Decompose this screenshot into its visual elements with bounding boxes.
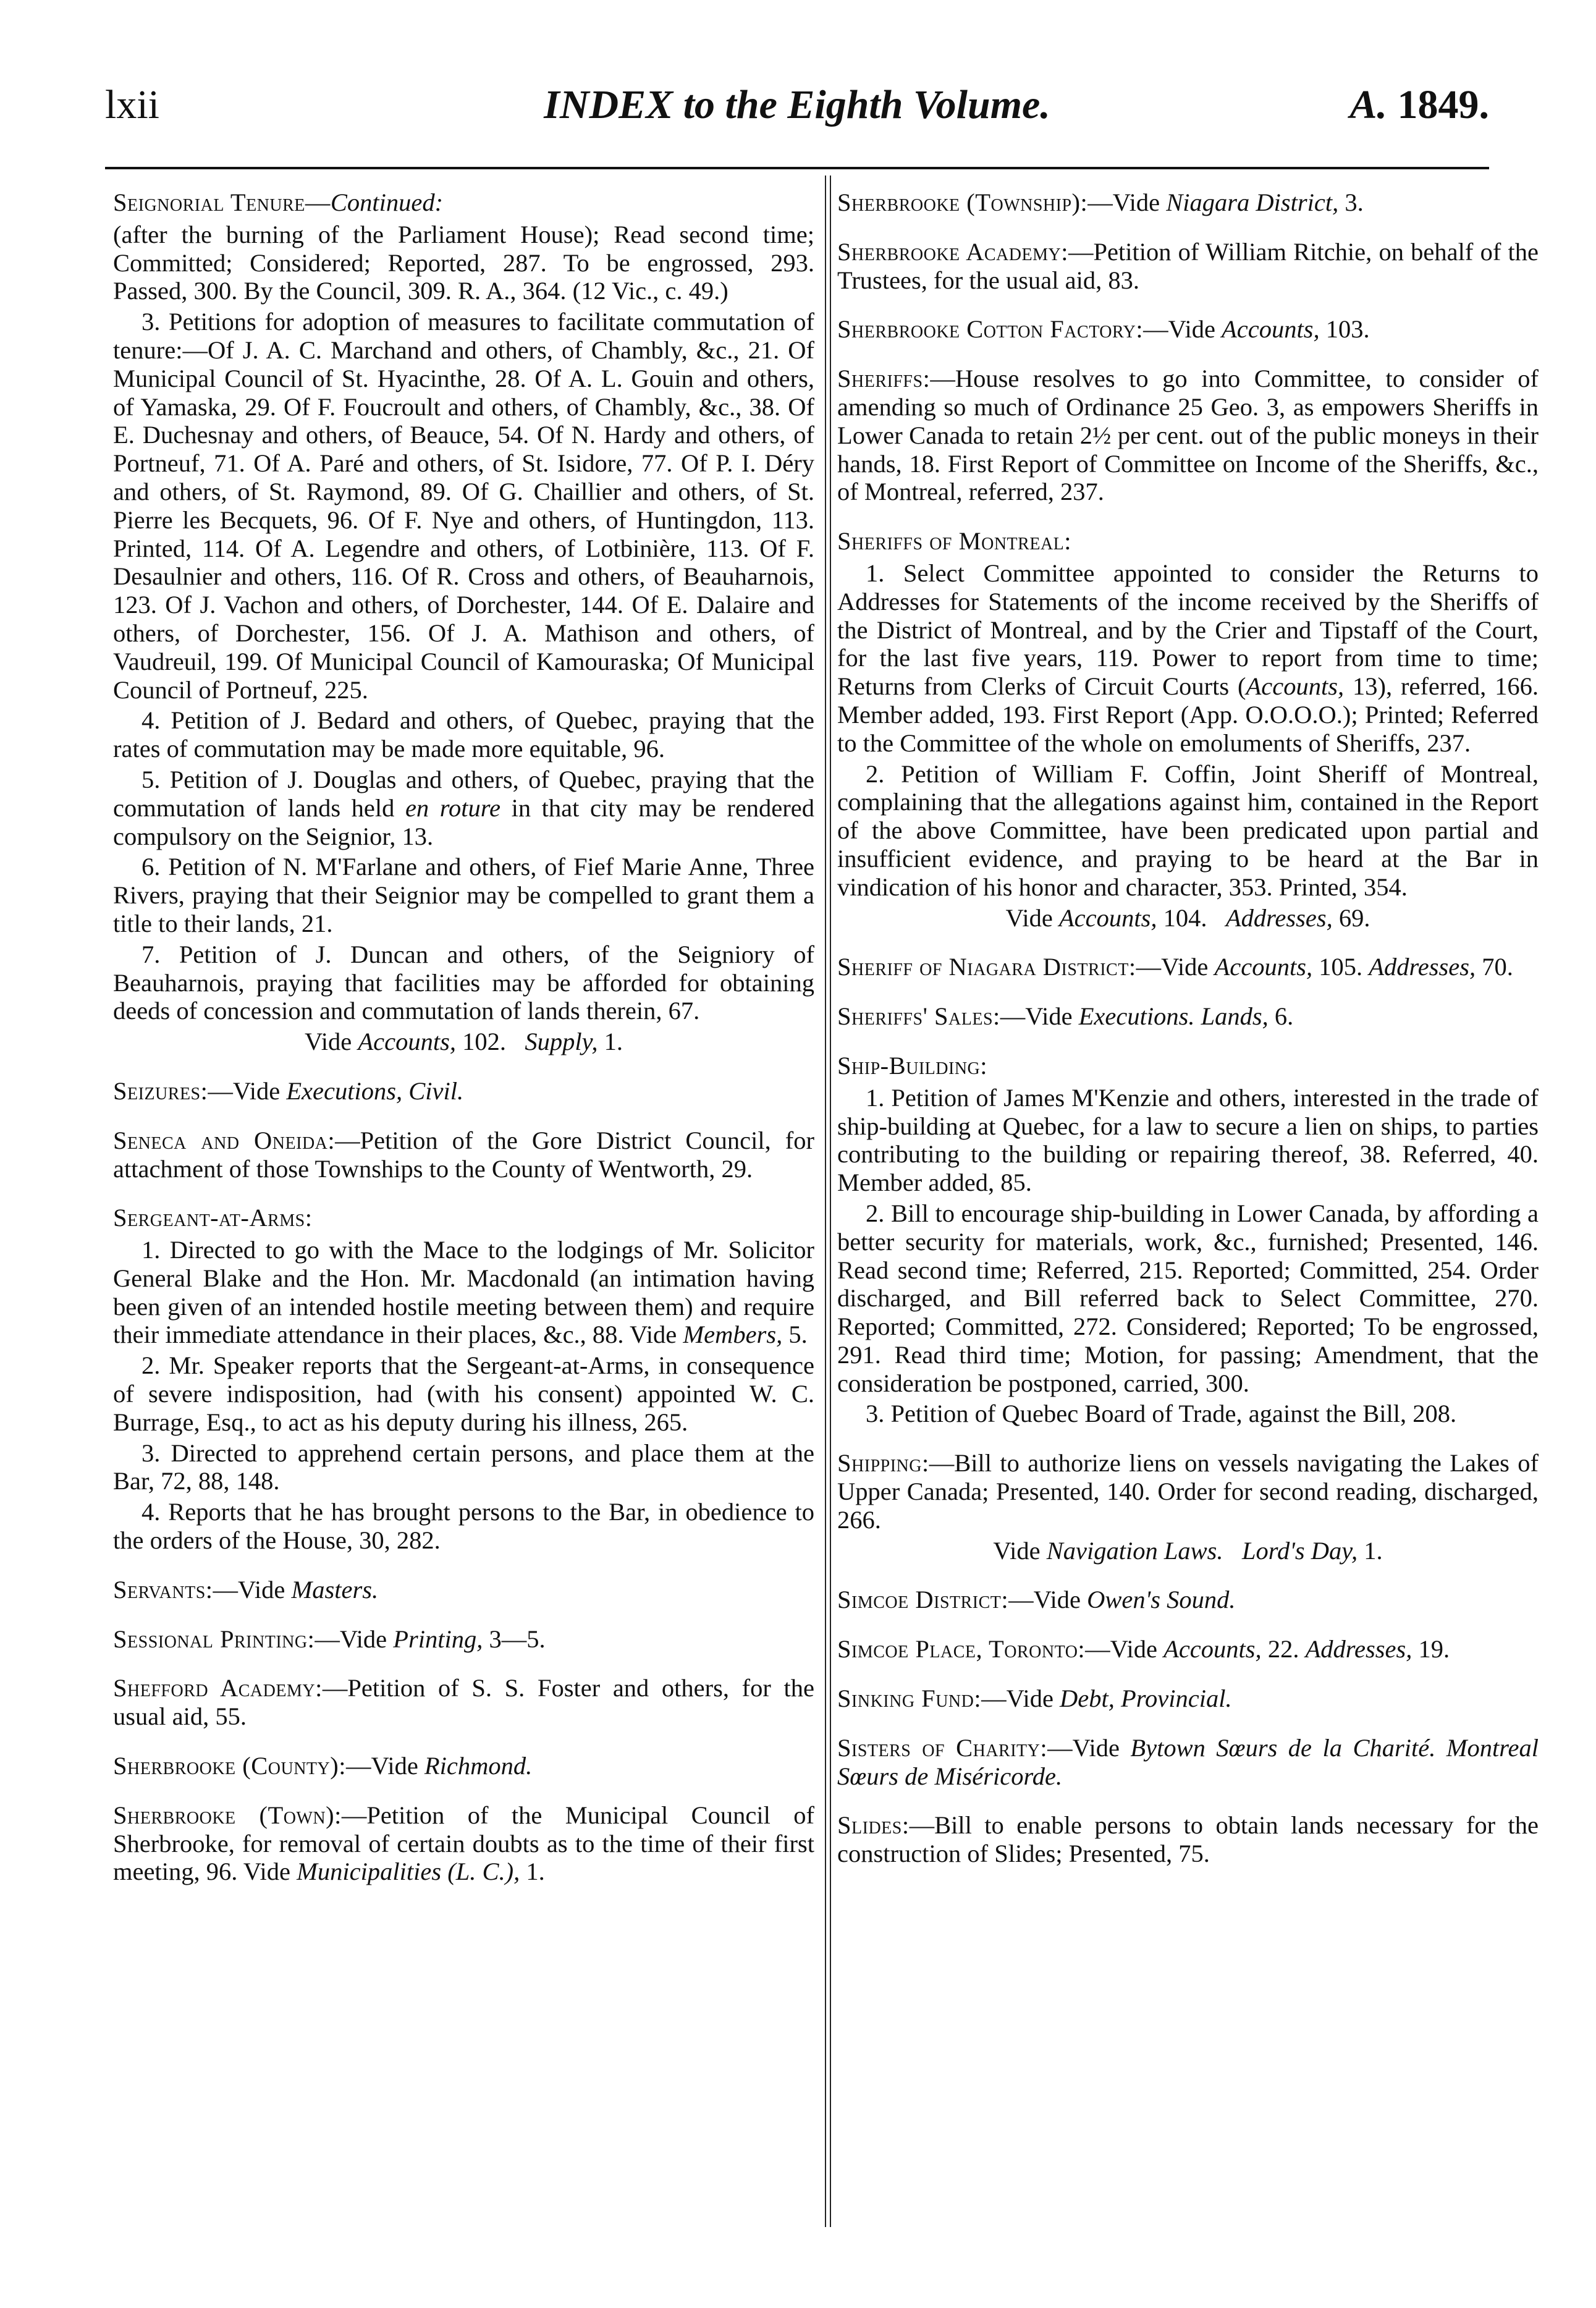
header-rule <box>105 167 1489 169</box>
entry-heading: Slides: <box>837 1811 910 1840</box>
entry-paragraph: 7. Petition of J. Duncan and others, of the Seigniory of Beauharnois, praying that facilities may be afforded for obtaining deeds of concession and commutation of lands therein, 67. <box>113 940 814 1025</box>
entry-text: 103. <box>1319 315 1370 344</box>
year-number: 1849. <box>1397 82 1489 127</box>
continued-label: Continued: <box>330 188 444 216</box>
italic-span: Municipalities (L. C.), <box>297 1858 520 1886</box>
entry-heading: Seneca and Oneida: <box>113 1126 336 1154</box>
entry-heading: Seizures: <box>113 1076 208 1105</box>
index-entry-slides <box>837 1811 1539 1868</box>
entry-text: —Bill to authorize liens on vessels navigating the Lakes of Upper Canada; Presented, 140. Order for second reading, discharged, 266. <box>837 1449 1539 1534</box>
entry-paragraph: 3. Petition of Quebec Board of Trade, against the Bill, 208. <box>866 1400 1457 1428</box>
entry-paragraph: 4. Petition of J. Bedard and others, of Quebec, praying that the rates of commutation may be made more equitable, 96. <box>113 706 814 763</box>
italic-span: Accounts, <box>1163 1635 1262 1663</box>
vide-target: Addresses, <box>1225 903 1333 932</box>
year-letter: A. <box>1349 82 1387 127</box>
index-entry-ship-building <box>837 1052 1539 1428</box>
index-entry-seneca-oneida <box>113 1127 814 1183</box>
index-entry-sessional-printing <box>113 1625 814 1654</box>
entry-text: —Vide <box>346 1752 424 1780</box>
text-span: 5. <box>782 1321 808 1349</box>
vide-number: 102. <box>462 1028 506 1056</box>
entry-heading: Sheriff of Niagara District: <box>837 953 1136 981</box>
index-entry-sisters-of-charity <box>837 1734 1539 1791</box>
entry-text: —Vide <box>315 1625 394 1653</box>
entry-paragraph <box>113 766 814 850</box>
entry-text: 1. <box>520 1858 545 1886</box>
vide-target: Supply, <box>525 1028 598 1056</box>
page-folio: lxii <box>105 82 160 127</box>
entry-heading: Sherbrooke Cotton Factory: <box>837 315 1144 344</box>
index-entry-sherbrooke-academy <box>837 238 1539 295</box>
page-title: INDEX to the Eighth Volume. <box>544 82 1050 127</box>
italic-span: Bytown Sœurs de la Charité. Montreal Sœurs de Miséricorde. <box>837 1733 1539 1790</box>
italic-span: Accounts, <box>1246 672 1345 701</box>
vide-reference <box>837 904 1539 932</box>
entry-heading: Servants: <box>113 1575 213 1604</box>
vide-number: 1. <box>604 1028 623 1056</box>
entry-text: —Vide <box>1047 1733 1131 1762</box>
index-entry-sherbrooke-township <box>837 188 1539 217</box>
entry-paragraph: 1. Petition of James M'Kenzie and others, interested in the trade of ship-building at Quebec, for a law to secure a lien on ships, to parties contributing to the building or repairing thereof, 38. Referred, 40. Member added, 85. <box>837 1083 1539 1197</box>
entry-text: —Vide <box>213 1575 292 1604</box>
index-entry-sherbrooke-town <box>113 1801 814 1886</box>
entry-text: 22. <box>1261 1635 1306 1663</box>
text-span: 1. Select Committee appointed to consider the Returns to Addresses for Statements of the income received by the Sheriffs of the District of Montreal, and by the Crier and Tipstaff of the Court, for the last five years, 119. Power to report from time to time; Returns from Clerks of Circuit Courts ( <box>837 559 1539 701</box>
entry-text: 70. <box>1476 953 1513 981</box>
entry-text: —Vide <box>1085 1635 1164 1663</box>
vide-label: Vide <box>304 1028 352 1056</box>
entry-paragraph <box>837 559 1539 758</box>
entry-text: —Vide <box>1000 1002 1079 1031</box>
entry-text: 3—5. <box>483 1625 546 1653</box>
vide-label: Vide <box>1005 903 1053 932</box>
entry-text: —Petition of the Gore District Council, for attachment of those Townships to the County of Wentworth, 29. <box>113 1126 814 1183</box>
entry-text: —Vide <box>208 1076 287 1105</box>
italic-span: Addresses, <box>1305 1635 1412 1663</box>
entry-heading: Sherbrooke Academy: <box>837 237 1068 266</box>
entry-paragraph: 4. Reports that he has brought persons to the Bar, in obedience to the orders of the House, 30, 282. <box>113 1498 814 1555</box>
index-entry-shefford-academy <box>113 1674 814 1731</box>
entry-text: 105. <box>1312 953 1369 981</box>
italic-span: Printing, <box>393 1625 483 1653</box>
entry-heading: Sinking Fund: <box>837 1685 982 1713</box>
entry-text: —Vide <box>1143 315 1222 344</box>
vide-target: Navigation Laws. <box>1046 1536 1223 1565</box>
entry-heading: Sisters of Charity: <box>837 1733 1048 1762</box>
text-span: 1. Directed to go with the Mace to the lodgings of Mr. Solicitor General Blake and the Hon. Mr. Macdonald (an intimation having been given of an intended hostile meeting between them) and require their immediate attendance in their places, &c., 88. Vide <box>113 1236 814 1349</box>
entry-heading: Ship-Building: <box>837 1051 988 1080</box>
entry-paragraph: (after the burning of the Parliament House); Read second time; Committed; Considered; Reported, 287. To be engrossed, 293. Passed, 300. By the Council, 309. R. A., 364. (12 Vic., c. 49.) <box>113 220 814 305</box>
entry-text: 3. <box>1338 188 1364 216</box>
entry-heading: Shipping: <box>837 1449 929 1477</box>
running-head <box>105 82 1489 150</box>
entry-paragraph: 2. Petition of William F. Coffin, Joint Sheriff of Montreal, complaining that the allegations against him, contained in the Report of the above Committee, have been predicated upon partial and insufficient evidence, and praying to be heard at the Bar in vindication of his honor and character, 353. Printed, 354. <box>837 759 1539 901</box>
vide-target: Accounts, <box>358 1028 456 1056</box>
italic-span: Masters. <box>291 1575 379 1604</box>
entry-paragraph: 2. Bill to encourage ship-building in Lower Canada, by affording a better security for materials, work, &c., furnished; Presented, 146. Read second time; Referred, 215. Reported; Committed, 254. Order discharged, and Bill referred back to Select Committee, 270. Reported; Committed, 272. Considered; Reported; To be engrossed, 291. Read third time; Motion, for passing; Amendment, that the consideration be postponed, carried, 300. <box>837 1199 1539 1397</box>
italic-span: Members, <box>683 1321 783 1349</box>
index-entry-simcoe-district <box>837 1586 1539 1614</box>
left-column <box>113 188 814 1907</box>
entry-heading: Sheriffs' Sales: <box>837 1002 1000 1031</box>
index-entry-seizures <box>113 1077 814 1105</box>
index-entry-servants <box>113 1576 814 1604</box>
italic-span: Accounts, <box>1214 953 1313 981</box>
entry-heading: Simcoe Place, Toronto: <box>837 1635 1086 1663</box>
entry-paragraph: 6. Petition of N. M'Farlane and others, of Fief Marie Anne, Three Rivers, praying that their Seignior may be compelled to grant them a title to their lands, 21. <box>113 853 814 937</box>
entry-text: 19. <box>1412 1635 1450 1663</box>
index-entry-sheriffs-sales <box>837 1002 1539 1031</box>
entry-heading: Sergeant-at-Arms: <box>113 1204 313 1232</box>
italic-span: Addresses, <box>1369 953 1476 981</box>
entry-paragraph: 2. Mr. Speaker reports that the Sergeant-at-Arms, in consequence of severe indisposition, had (with his consent) appointed W. C. Burrage, Esq., to act as his deputy during his illness, 265. <box>113 1351 814 1436</box>
vide-target: Accounts, <box>1058 903 1157 932</box>
entry-heading: Sheriffs: <box>837 365 931 393</box>
index-entry-sherbrooke-county <box>113 1752 814 1780</box>
entry-text: —Vide <box>1087 188 1167 216</box>
vide-number: 1. <box>1364 1536 1383 1565</box>
vide-number: 104. <box>1163 903 1207 932</box>
text-span: 5. Petition of J. Douglas and others, of Quebec, praying that the commutation of lands held <box>113 765 814 822</box>
italic-span: Niagara District, <box>1166 188 1339 216</box>
entry-text: —Vide <box>981 1685 1060 1713</box>
italic-span: Accounts, <box>1222 315 1320 344</box>
entry-heading: Simcoe District: <box>837 1586 1009 1614</box>
entry-text: —Petition of the Municipal Council of Sherbrooke, for removal of certain doubts as to the time of their first meeting, 96. Vide <box>113 1801 814 1886</box>
index-entry-seignorial-tenure <box>113 188 814 1056</box>
entry-text: —Vide <box>1008 1586 1087 1614</box>
right-column <box>837 188 1539 1889</box>
vide-reference <box>113 1028 814 1056</box>
entry-heading: Sessional Printing: <box>113 1625 315 1653</box>
text-span: in that city may be rendered compulsory on the Seignior, 13. <box>113 793 814 850</box>
entry-heading: Sherbrooke (County): <box>113 1752 346 1780</box>
entry-heading: Seignorial Tenure— <box>113 188 331 216</box>
entry-heading-line <box>113 188 814 217</box>
italic-span: Executions. Lands, <box>1078 1002 1269 1031</box>
entry-text: —Bill to enable persons to obtain lands necessary for the construction of Slides; Presented, 75. <box>837 1811 1539 1868</box>
vide-label: Vide <box>993 1536 1041 1565</box>
vide-reference <box>837 1537 1539 1565</box>
entry-paragraph: 3. Petitions for adoption of measures to facilitate commutation of tenure:—Of J. A. C. Marchand and others, of Chambly, &c., 21. Of Municipal Council of St. Hyacinthe, 28. Of A. L. Gouin and others, of Yamaska, 29. Of F. Foucroult and others, of Chambly, &c., 38. Of E. Duchesnay and others, of Beauce, 54. Of N. Hardy and others, of Portneuf, 71. Of A. Paré and others, of St. Isidore, 77. Of P. I. Déry and others, of St. Raymond, 89. Of G. Chaillier and others, of St. Pierre les Becquets, 96. Of F. Nye and others, of Huntingdon, 113. Printed, 114. Of A. Legendre and others, of Lotbinière, 113. Of F. Desaulnier and others, 116. Of R. Cross and others, of Beauharnois, 123. Of J. Vachon and others, of Dorchester, 144. Of E. Dalaire and others, of Dorchester, 156. Of J. A. Mathison and others, of Vaudreuil, 199. Of Municipal Council of Kamouraska; Of Municipal Council of Portneuf, 225. <box>113 308 814 704</box>
entry-heading: Shefford Academy: <box>113 1674 323 1702</box>
entry-text: —Petition of William Ritchie, on behalf of the Trustees, for the usual aid, 83. <box>837 237 1539 294</box>
vide-target: Lord's Day, <box>1241 1536 1358 1565</box>
italic-span: en roture <box>405 793 500 822</box>
index-entry-sergeant-at-arms <box>113 1204 814 1555</box>
italic-span: Richmond. <box>424 1752 533 1780</box>
volume-year <box>1349 82 1489 129</box>
italic-span: Executions, Civil. <box>286 1076 464 1105</box>
index-entry-sheriff-of-niagara <box>837 953 1539 981</box>
entry-text: —House resolves to go into Committee, to consider of amending so much of Ordinance 25 Geo. 3, as empowers Sheriffs in Lower Canada to retain 2½ per cent. out of the public moneys in their hands, 18. First Report of Committee on Income of the Sheriffs, &c., of Montreal, referred, 237. <box>837 365 1539 506</box>
entry-heading: Sheriffs of Montreal: <box>837 527 1072 556</box>
entry-paragraph: 3. Directed to apprehend certain persons, and place them at the Bar, 72, 88, 148. <box>113 1439 814 1495</box>
entry-heading: Sherbrooke (Town): <box>113 1801 342 1829</box>
index-entry-sheriffs <box>837 365 1539 506</box>
entry-text: —Petition of S. S. Foster and others, for the usual aid, 55. <box>113 1674 815 1731</box>
italic-span: Debt, Provincial. <box>1060 1685 1232 1713</box>
index-entry-simcoe-place <box>837 1635 1539 1663</box>
text-span: 13), referred, 166. Member added, 193. First Report (App. O.O.O.O.); Printed; Referred to the Committee of the whole on emoluments of Sheriffs, 237. <box>837 672 1539 757</box>
index-entry-shipping <box>837 1449 1539 1565</box>
entry-text: —Vide <box>1136 953 1215 981</box>
column-separator <box>825 175 831 2227</box>
italic-span: Owen's Sound. <box>1087 1586 1236 1614</box>
entry-text: 6. <box>1268 1002 1294 1031</box>
vide-number: 69. <box>1338 903 1370 932</box>
entry-paragraph <box>113 1236 814 1349</box>
index-entry-sinking-fund <box>837 1685 1539 1713</box>
index-entry-sherbrooke-cotton-factory <box>837 315 1539 344</box>
index-entry-sheriffs-of-montreal <box>837 527 1539 932</box>
entry-heading: Sherbrooke (Township): <box>837 188 1088 216</box>
